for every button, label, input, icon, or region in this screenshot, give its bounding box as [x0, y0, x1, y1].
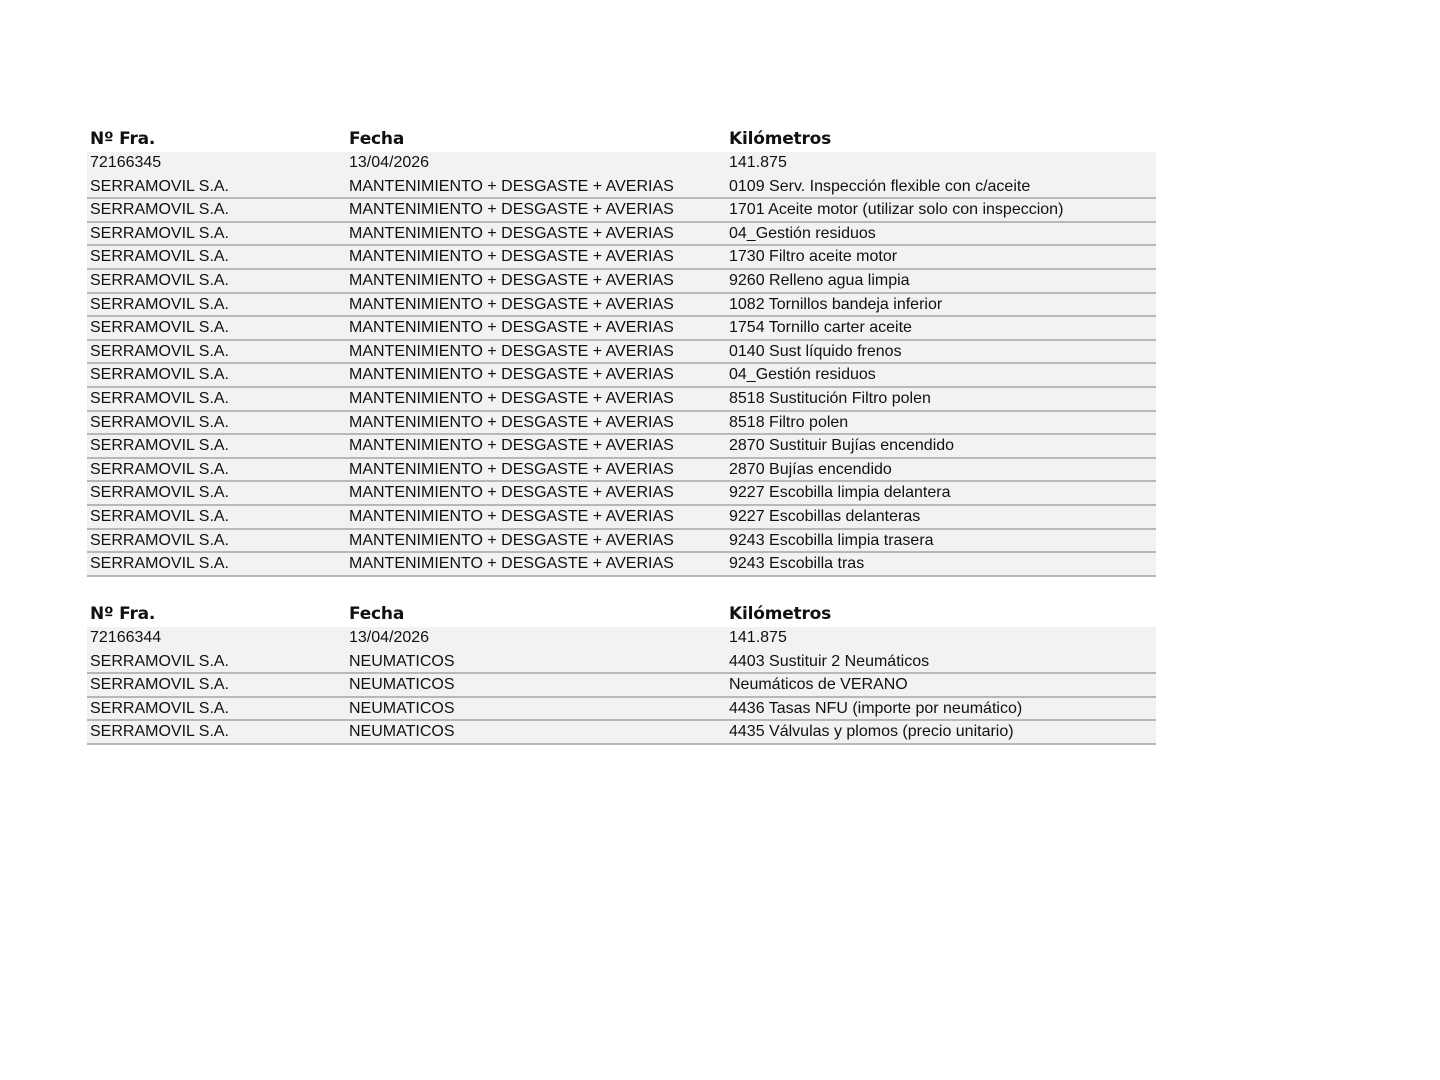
supplier-cell: SERRAMOVIL S.A.	[90, 460, 229, 478]
supplier-cell: SERRAMOVIL S.A.	[90, 177, 229, 195]
concept-cell: 04_Gestión residuos	[729, 366, 876, 384]
concept-cell: 1082 Tornillos bandeja inferior	[729, 295, 943, 313]
invoice-number: 72166345	[90, 154, 162, 171]
category-cell: MANTENIMIENTO + DESGASTE + AVERIAS	[349, 295, 674, 313]
category-cell: MANTENIMIENTO + DESGASTE + AVERIAS	[349, 389, 674, 407]
supplier-cell: SERRAMOVIL S.A.	[90, 699, 229, 717]
concept-cell: 04_Gestión residuos	[729, 224, 876, 242]
table-row	[87, 294, 1156, 318]
supplier-cell: SERRAMOVIL S.A.	[90, 295, 229, 313]
table-row	[87, 341, 1156, 365]
km-header: Kilómetros	[729, 129, 832, 149]
supplier-cell: SERRAMOVIL S.A.	[90, 224, 229, 242]
supplier-cell: SERRAMOVIL S.A.	[90, 248, 229, 266]
table-row	[87, 412, 1156, 436]
table-row	[87, 246, 1156, 270]
table-row	[87, 223, 1156, 247]
concept-cell: 9227 Escobilla limpia delantera	[729, 484, 951, 502]
concept-cell: 4435 Válvulas y plomos (precio unitario)	[729, 723, 1014, 741]
concept-cell: 9243 Escobilla limpia trasera	[729, 531, 934, 549]
table-row	[87, 364, 1156, 388]
supplier-cell: SERRAMOVIL S.A.	[90, 319, 229, 337]
invoice-number-header: Nº Fra.	[90, 129, 156, 149]
category-cell: MANTENIMIENTO + DESGASTE + AVERIAS	[349, 271, 674, 289]
category-cell: MANTENIMIENTO + DESGASTE + AVERIAS	[349, 531, 674, 549]
category-cell: MANTENIMIENTO + DESGASTE + AVERIAS	[349, 224, 674, 242]
table-row	[87, 506, 1156, 530]
invoice-lines	[87, 651, 1156, 745]
concept-cell: 0109 Serv. Inspección flexible con c/aceite	[729, 177, 1031, 195]
category-cell: MANTENIMIENTO + DESGASTE + AVERIAS	[349, 366, 674, 384]
concept-cell: 4403 Sustituir 2 Neumáticos	[729, 652, 930, 670]
invoice-km: 141.875	[729, 629, 787, 646]
table-row	[87, 553, 1156, 577]
table-row	[87, 317, 1156, 341]
invoice-date: 13/04/2026	[349, 154, 430, 171]
supplier-cell: SERRAMOVIL S.A.	[90, 723, 229, 741]
category-cell: MANTENIMIENTO + DESGASTE + AVERIAS	[349, 177, 674, 195]
table-row	[87, 199, 1156, 223]
invoice-header-row	[87, 127, 1156, 152]
invoice-meta-row	[87, 627, 1156, 651]
table-row	[87, 176, 1156, 200]
invoice-meta-row	[87, 152, 1156, 176]
supplier-cell: SERRAMOVIL S.A.	[90, 484, 229, 502]
supplier-cell: SERRAMOVIL S.A.	[90, 531, 229, 549]
category-cell: NEUMATICOS	[349, 699, 455, 717]
supplier-cell: SERRAMOVIL S.A.	[90, 507, 229, 525]
invoice-number-header: Nº Fra.	[90, 604, 156, 624]
concept-cell: 8518 Sustitución Filtro polen	[729, 389, 931, 407]
concept-cell: 1754 Tornillo carter aceite	[729, 319, 912, 337]
concept-cell: 2870 Sustituir Bujías encendido	[729, 437, 955, 455]
table-row	[87, 435, 1156, 459]
category-cell: NEUMATICOS	[349, 723, 455, 741]
table-row	[87, 698, 1156, 722]
concept-cell: 1701 Aceite motor (utilizar solo con inspeccion)	[729, 201, 1064, 219]
table-row	[87, 482, 1156, 506]
invoice-block	[87, 602, 1156, 745]
supplier-cell: SERRAMOVIL S.A.	[90, 652, 229, 670]
invoice-block	[87, 127, 1156, 577]
concept-cell: 8518 Filtro polen	[729, 413, 849, 431]
category-cell: MANTENIMIENTO + DESGASTE + AVERIAS	[349, 342, 674, 360]
category-cell: MANTENIMIENTO + DESGASTE + AVERIAS	[349, 248, 674, 266]
concept-cell: 0140 Sust líquido frenos	[729, 342, 902, 360]
invoice-number: 72166344	[90, 629, 162, 646]
invoice-header-row	[87, 602, 1156, 627]
concept-cell: 9243 Escobilla tras	[729, 555, 865, 573]
km-header: Kilómetros	[729, 604, 832, 624]
supplier-cell: SERRAMOVIL S.A.	[90, 201, 229, 219]
date-header: Fecha	[349, 129, 405, 149]
supplier-cell: SERRAMOVIL S.A.	[90, 366, 229, 384]
invoice-lines	[87, 176, 1156, 577]
table-row	[87, 530, 1156, 554]
category-cell: MANTENIMIENTO + DESGASTE + AVERIAS	[349, 413, 674, 431]
category-cell: MANTENIMIENTO + DESGASTE + AVERIAS	[349, 437, 674, 455]
table-row	[87, 388, 1156, 412]
concept-cell: 1730 Filtro aceite motor	[729, 248, 898, 266]
table-row	[87, 270, 1156, 294]
category-cell: MANTENIMIENTO + DESGASTE + AVERIAS	[349, 319, 674, 337]
category-cell: NEUMATICOS	[349, 652, 455, 670]
category-cell: MANTENIMIENTO + DESGASTE + AVERIAS	[349, 555, 674, 573]
concept-cell: Neumáticos de VERANO	[729, 676, 908, 694]
concept-cell: 9260 Relleno agua limpia	[729, 271, 910, 289]
supplier-cell: SERRAMOVIL S.A.	[90, 342, 229, 360]
supplier-cell: SERRAMOVIL S.A.	[90, 555, 229, 573]
category-cell: MANTENIMIENTO + DESGASTE + AVERIAS	[349, 460, 674, 478]
supplier-cell: SERRAMOVIL S.A.	[90, 413, 229, 431]
table-row	[87, 721, 1156, 745]
table-row	[87, 459, 1156, 483]
supplier-cell: SERRAMOVIL S.A.	[90, 271, 229, 289]
concept-cell: 9227 Escobillas delanteras	[729, 507, 921, 525]
table-row	[87, 674, 1156, 698]
category-cell: MANTENIMIENTO + DESGASTE + AVERIAS	[349, 201, 674, 219]
invoice-km: 141.875	[729, 154, 787, 171]
supplier-cell: SERRAMOVIL S.A.	[90, 437, 229, 455]
table-row	[87, 651, 1156, 675]
concept-cell: 4436 Tasas NFU (importe por neumático)	[729, 699, 1023, 717]
category-cell: NEUMATICOS	[349, 676, 455, 694]
supplier-cell: SERRAMOVIL S.A.	[90, 676, 229, 694]
date-header: Fecha	[349, 604, 405, 624]
category-cell: MANTENIMIENTO + DESGASTE + AVERIAS	[349, 507, 674, 525]
invoice-date: 13/04/2026	[349, 629, 430, 646]
supplier-cell: SERRAMOVIL S.A.	[90, 389, 229, 407]
concept-cell: 2870 Bujías encendido	[729, 460, 892, 478]
category-cell: MANTENIMIENTO + DESGASTE + AVERIAS	[349, 484, 674, 502]
